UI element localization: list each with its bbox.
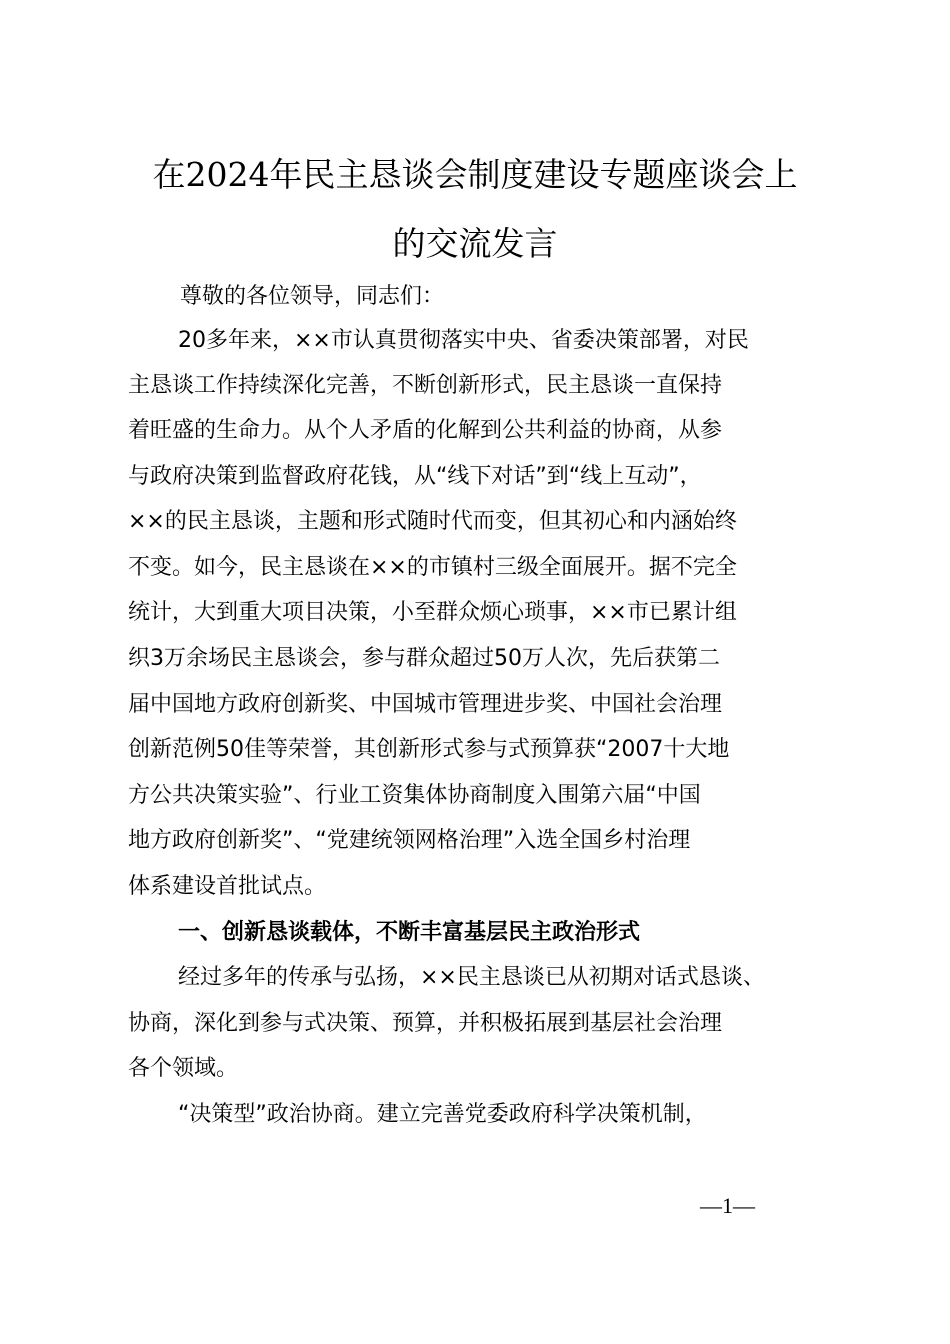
document-title-line-2: 的交流发言 xyxy=(392,224,558,263)
section-1-heading: 一、创新恳谈载体，不断丰富基层民主政治形式 xyxy=(178,920,641,945)
paragraph-1-line: 着旺盛的生命力。从个人矛盾的化解到公共利益的协商，从参 xyxy=(128,418,723,443)
paragraph-3-line: “决策型”政治协商。建立完善党委政府科学决策机制， xyxy=(178,1102,707,1127)
paragraph-2-line: 协商，深化到参与式决策、预算，并积极拓展到基层社会治理 xyxy=(128,1011,723,1036)
paragraph-1-line: 织3万余场民主恳谈会，参与群众超过50万人次，先后获第二 xyxy=(128,646,720,671)
paragraph-1-line: 不变。如今，民主恳谈在××的市镇村三级全面展开。据不完全 xyxy=(128,555,737,580)
paragraph-2-line: 经过多年的传承与弘扬，××民主恳谈已从初期对话式恳谈、 xyxy=(178,965,765,990)
paragraph-2-line: 各个领域。 xyxy=(128,1056,239,1081)
page-number: —1— xyxy=(700,1193,755,1218)
paragraph-1-line: ××的民主恳谈，主题和形式随时代而变，但其初心和内涵始终 xyxy=(128,509,737,534)
paragraph-1-line: 统计，大到重大项目决策，小至群众烦心琐事，××市已累计组 xyxy=(128,600,737,625)
paragraph-1-line: 方公共决策实验”、行业工资集体协商制度入围第六届“中国 xyxy=(128,783,701,808)
paragraph-1-line: 主恳谈工作持续深化完善，不断创新形式，民主恳谈一直保持 xyxy=(128,373,723,398)
salutation: 尊敬的各位领导，同志们： xyxy=(180,284,445,309)
document-title-line-1: 在2024年民主恳谈会制度建设专题座谈会上 xyxy=(152,155,798,194)
paragraph-1-line: 届中国地方政府创新奖、中国城市管理进步奖、中国社会治理 xyxy=(128,692,723,717)
paragraph-1-line: 地方政府创新奖”、“党建统领网格治理”入选全国乡村治理 xyxy=(128,828,691,853)
paragraph-1-line: 20多年来，××市认真贯彻落实中央、省委决策部署，对民 xyxy=(178,328,749,353)
paragraph-1-line: 与政府决策到监督政府花钱，从“线下对话”到“线上互动”， xyxy=(128,464,702,489)
paragraph-1-line: 创新范例50佳等荣誉，其创新形式参与式预算获“2007十大地 xyxy=(128,737,730,762)
paragraph-1-line: 体系建设首批试点。 xyxy=(128,874,327,899)
